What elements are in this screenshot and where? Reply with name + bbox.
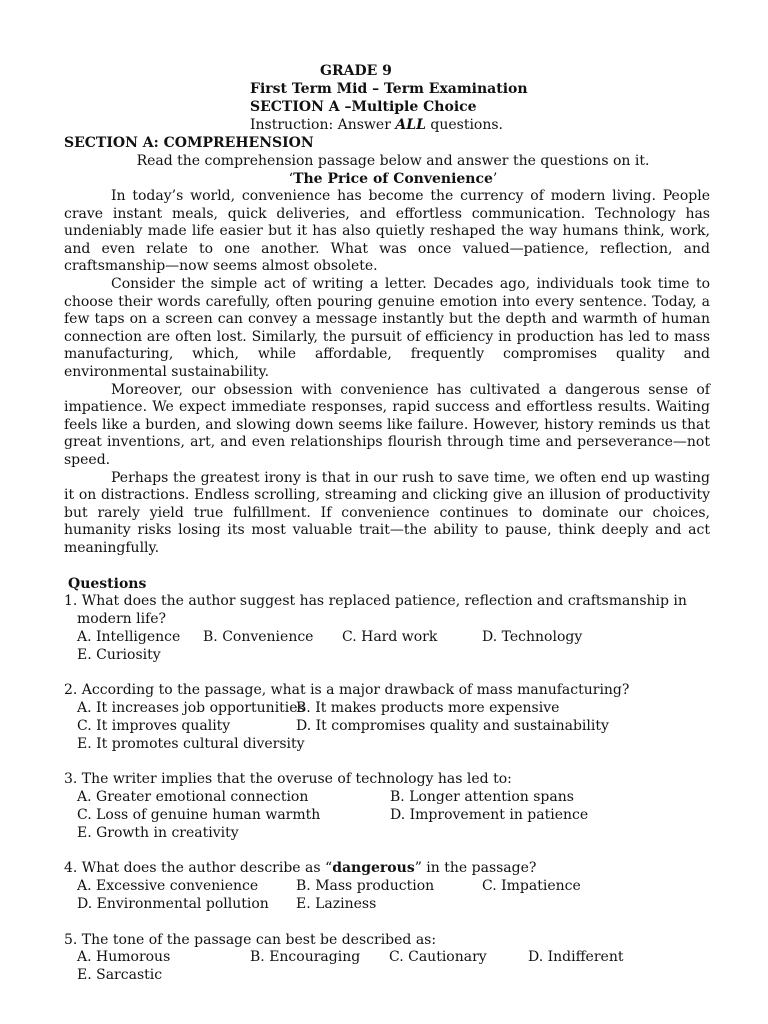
- question-2: [64, 682, 710, 753]
- q1-option-d[interactable]: D. Technology: [482, 629, 583, 646]
- exam-page: [64, 62, 710, 985]
- q2-option-d[interactable]: D. It compromises quality and sustainability: [296, 718, 609, 735]
- question-4-stem: [64, 860, 710, 878]
- q5-option-e[interactable]: E. Sarcastic: [77, 967, 163, 984]
- question-1-stem: 1. What does the author suggest has replaced patience, reflection and craftsmanship in: [64, 593, 687, 610]
- instruction: [64, 116, 710, 134]
- q3-option-a[interactable]: A. Greater emotional connection: [77, 789, 309, 806]
- q2-option-b[interactable]: B. It makes products more expensive: [296, 700, 560, 717]
- passage-title-text: The Price of Convenience: [293, 171, 493, 187]
- question-5: [64, 932, 710, 985]
- q1-option-e[interactable]: E. Curiosity: [77, 646, 161, 663]
- question-1-stem-cont: modern life?: [77, 611, 167, 628]
- q5-option-b[interactable]: B. Encouraging: [250, 949, 361, 966]
- exam-header: [64, 62, 710, 134]
- q4-option-d[interactable]: D. Environmental pollution: [77, 896, 269, 913]
- question-5-stem: 5. The tone of the passage can best be described as:: [64, 931, 437, 948]
- exam-title: First Term Mid – Term Examination: [250, 81, 528, 97]
- q1-option-a[interactable]: A. Intelligence: [77, 629, 181, 646]
- passage-paragraph-1: In today’s world, convenience has become the currency of modern living. People crave instant meals, quick deliveries, and effortless communication. Technology has undeniably made life easier but it has also quietly reshaped the way humans think, work, and even relate to one another. What was once valued—patience, reflection, and craftsmanship—now seems almost obsolete.: [64, 188, 710, 275]
- instruction-text-end: questions.: [425, 117, 504, 133]
- questions-heading: Questions: [68, 576, 147, 593]
- question-2-stem: 2. According to the passage, what is a major drawback of mass manufacturing?: [64, 682, 630, 699]
- q5-option-a[interactable]: A. Humorous: [77, 949, 171, 966]
- q2-option-a[interactable]: A. It increases job opportunities: [77, 700, 305, 717]
- q1-option-c[interactable]: C. Hard work: [342, 629, 438, 646]
- instruction-text: Instruction: Answer: [250, 117, 396, 133]
- title-quote-close: ’: [492, 171, 498, 187]
- question-3-stem: 3. The writer implies that the overuse of technology has led to:: [64, 771, 512, 788]
- question-4-keyword: dangerous: [332, 860, 415, 877]
- question-4: [64, 860, 710, 913]
- q2-option-e[interactable]: E. It promotes cultural diversity: [77, 735, 305, 752]
- passage-title: [64, 170, 710, 188]
- q5-option-d[interactable]: D. Indifferent: [528, 949, 624, 966]
- q1-option-b[interactable]: B. Convenience: [203, 629, 314, 646]
- comprehension-heading: SECTION A: COMPREHENSION: [64, 135, 314, 151]
- q3-option-c[interactable]: C. Loss of genuine human warmth: [77, 807, 321, 824]
- question-4-stem-text: 4. What does the author describe as “: [64, 860, 333, 877]
- q3-option-e[interactable]: E. Growth in creativity: [77, 824, 239, 841]
- question-3: [64, 771, 710, 842]
- q3-option-b[interactable]: B. Longer attention spans: [390, 789, 574, 806]
- grade-title: GRADE 9: [320, 63, 392, 79]
- passage-paragraph-2: Consider the simple act of writing a letter. Decades ago, individuals took time to choose their words carefully, often pouring genuine emotion into every sentence. Today, a few taps on a screen can convey a message instantly but the depth and warmth of human connection are often lost. Similarly, the pursuit of efficiency in production has led to mass manufacturing, which, while affordable, frequently compromises quality and environmental sustainability.: [64, 275, 710, 380]
- q4-option-c[interactable]: C. Impatience: [482, 878, 581, 895]
- passage-paragraph-4: Perhaps the greatest irony is that in our rush to save time, we often end up wasting it on distractions. Endless scrolling, streaming and clicking give an illusion of productivity but rarely yield true fulfillment. If convenience continues to dominate our choices, humanity risks losing its most valuable trait—the ability to pause, think deeply and act meaningfully.: [64, 469, 710, 556]
- q4-option-a[interactable]: A. Excessive convenience: [77, 878, 259, 895]
- q5-option-c[interactable]: C. Cautionary: [389, 949, 487, 966]
- q4-option-b[interactable]: B. Mass production: [296, 878, 435, 895]
- instruction-emphasis: ALL: [395, 117, 426, 133]
- section-title: SECTION A –Multiple Choice: [250, 99, 477, 115]
- comprehension-intro: Read the comprehension passage below and answer the questions on it.: [136, 153, 650, 169]
- question-1: [64, 593, 710, 664]
- q4-option-e[interactable]: E. Laziness: [296, 896, 377, 913]
- q2-option-c[interactable]: C. It improves quality: [77, 718, 231, 735]
- question-4-stem-end: ” in the passage?: [414, 860, 537, 877]
- passage-paragraph-3: Moreover, our obsession with convenience has cultivated a dangerous sense of impatience. We expect immediate responses, rapid success and effortless results. Waiting feels like a burden, and slowing down seems like failure. However, history reminds us that great inventions, art, and even relationships flourish through time and perseverance—not speed.: [64, 381, 710, 468]
- title-quote-open: ‘: [288, 171, 294, 187]
- q3-option-d[interactable]: D. Improvement in patience: [390, 807, 589, 824]
